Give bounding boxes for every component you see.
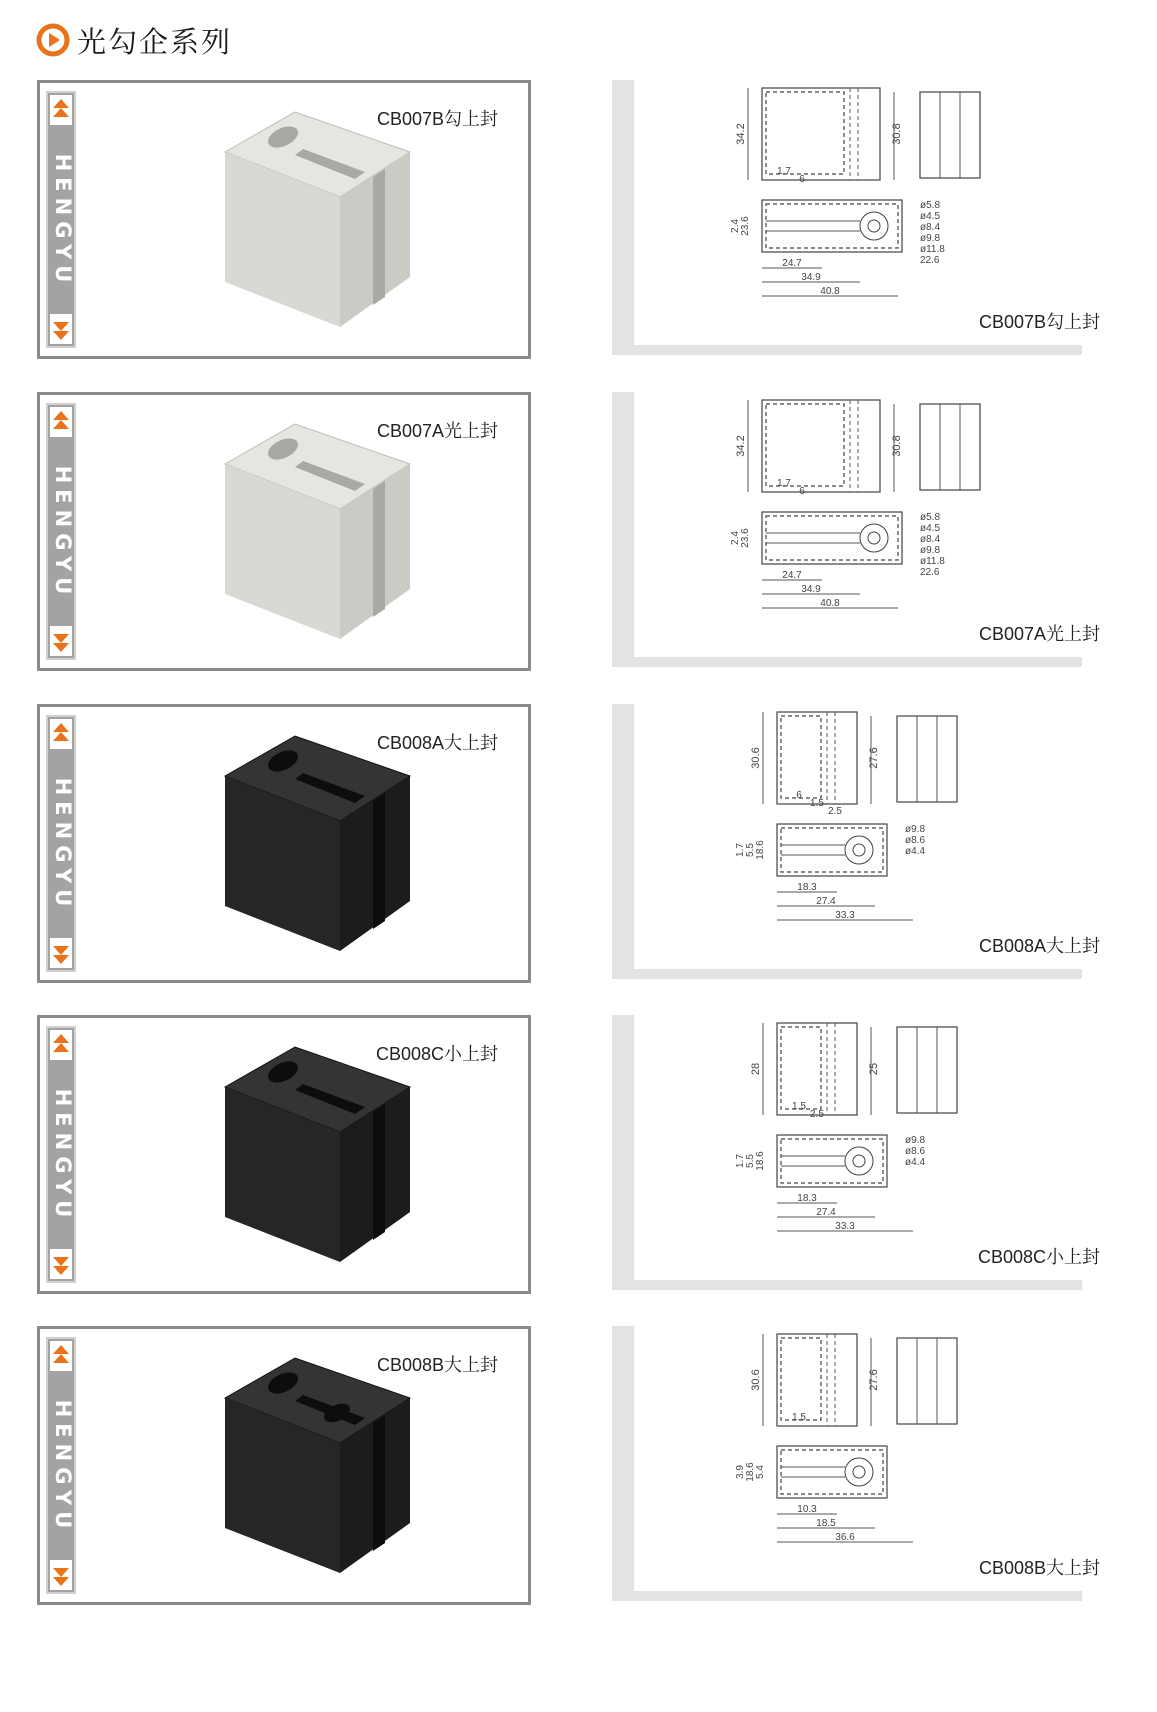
top-view-hole (845, 836, 873, 864)
product-photo-label: CB008A大上封 (376, 733, 498, 753)
dimension-label: 22.6 (920, 567, 940, 578)
side-view-hidden (766, 404, 844, 486)
technical-drawing (735, 1023, 957, 1232)
top-view-hidden (781, 1139, 883, 1183)
top-view-hidden (781, 1450, 883, 1494)
dimension-label: ø4.5 (920, 523, 941, 534)
end-view-outline (920, 404, 980, 490)
dimension-label: 30.6 (750, 1369, 762, 1391)
product-row (0, 1326, 1157, 1609)
dimension-label: ø9.8 (920, 233, 941, 244)
top-view-hidden (766, 204, 898, 248)
top-view-outline (777, 824, 887, 876)
dimension-label: 30.8 (891, 435, 903, 457)
dimension-label: 33.3 (835, 910, 855, 921)
end-view-outline (897, 716, 957, 802)
block-slot (373, 481, 385, 617)
brand-strip (46, 1026, 76, 1283)
technical-drawing-panel (612, 704, 1148, 987)
dimension-label: 18.6 (755, 840, 766, 860)
dimension-label: ø11.8 (920, 244, 945, 255)
product-row (0, 1015, 1157, 1298)
brand-name: HENGYU (51, 1399, 75, 1535)
product-row (0, 704, 1157, 987)
side-view-hidden (781, 716, 821, 798)
dimension-label: 1.5 (810, 798, 824, 809)
product-block (225, 1358, 410, 1573)
product-photo-label: CB008B大上封 (376, 1355, 498, 1375)
brand-strip (46, 91, 76, 348)
side-view-outline (777, 1334, 857, 1426)
brand-name: HENGYU (51, 1088, 75, 1224)
brand-name: HENGYU (51, 153, 75, 289)
drawing-label: CB008A大上封 (978, 936, 1100, 956)
end-view-outline (897, 1027, 957, 1113)
dimension-label: 40.8 (820, 598, 840, 609)
dimension-label: 27.6 (868, 1369, 880, 1391)
top-view-outline (777, 1446, 887, 1498)
dimension-label: ø8.4 (920, 534, 941, 545)
dimension-label: ø4.5 (920, 211, 941, 222)
top-view-hole (868, 532, 880, 544)
dimension-label: 27.4 (816, 1207, 836, 1218)
dimension-label: 27.6 (868, 747, 880, 769)
brand-strip (46, 403, 76, 660)
top-view-hole (845, 1458, 873, 1486)
dimension-label: 34.9 (801, 272, 821, 283)
top-view-hole (868, 220, 880, 232)
side-view-hidden (781, 1338, 821, 1420)
top-view-hole (845, 1147, 873, 1175)
dimension-label: 6 (799, 174, 805, 185)
dimension-label: 25 (868, 1062, 880, 1076)
dimension-label: ø4.4 (905, 1157, 926, 1168)
product-photo-frame (37, 392, 531, 671)
product-photo (170, 1343, 470, 1583)
top-view-outline (762, 512, 902, 564)
dimension-label: 5.4 (755, 1465, 766, 1479)
dimension-label: 18.3 (797, 1193, 817, 1204)
dimension-label: ø8.6 (905, 1146, 926, 1157)
dimension-label: 3.9 (735, 1465, 746, 1479)
top-view-hole (853, 844, 865, 856)
product-photo (170, 409, 470, 649)
drawing-label: CB007B勾上封 (978, 312, 1100, 332)
dimension-label: 22.6 (920, 255, 940, 266)
dimension-label: 23.6 (740, 216, 751, 236)
product-photo-frame (37, 1015, 531, 1294)
dimension-label: 36.6 (835, 1532, 855, 1543)
block-slot (373, 793, 385, 929)
top-view-hidden (781, 828, 883, 872)
top-view-hole (853, 1466, 865, 1478)
dimension-label: ø8.6 (905, 835, 926, 846)
product-photo-frame (37, 80, 531, 359)
brand-strip (46, 715, 76, 972)
side-view-outline (777, 712, 857, 804)
product-block (225, 1047, 410, 1262)
drawing-label: CB008C小上封 (977, 1247, 1100, 1267)
dimension-label: ø9.8 (920, 545, 941, 556)
dimension-label: ø11.8 (920, 556, 945, 567)
dimension-label: 23.6 (740, 528, 751, 548)
dimension-label: 1.5 (792, 1101, 806, 1112)
block-slot (373, 1104, 385, 1240)
dimension-label: 34.2 (735, 435, 747, 457)
dimension-label: 1.7 (777, 478, 791, 489)
dimension-label: 18.6 (755, 1151, 766, 1171)
side-view-hidden (766, 92, 844, 174)
product-photo-label: CB007A光上封 (376, 421, 498, 441)
dimension-label: 34.9 (801, 584, 821, 595)
top-view-outline (777, 1135, 887, 1187)
product-photo-label: CB007B勾上封 (376, 109, 498, 129)
brand-name: HENGYU (51, 777, 75, 913)
technical-drawing (730, 88, 980, 297)
dimension-label: 24.7 (782, 258, 802, 269)
dimension-label: 6 (799, 486, 805, 497)
product-row (0, 392, 1157, 675)
dimension-label: ø5.8 (920, 512, 941, 523)
dimension-label: ø5.8 (920, 200, 941, 211)
dimension-label: 30.6 (750, 747, 762, 769)
dimension-label: 2.4 (730, 531, 741, 545)
dimension-label: 24.7 (782, 570, 802, 581)
dimension-label: 34.2 (735, 123, 747, 145)
top-view-outline (762, 200, 902, 252)
play-circle-icon (36, 23, 70, 57)
dimension-label: 28 (750, 1062, 762, 1076)
product-photo-label: CB008C小上封 (375, 1044, 498, 1064)
product-photo (170, 721, 470, 961)
technical-drawing (730, 400, 980, 609)
dimension-label: ø4.4 (905, 846, 926, 857)
block-slot (373, 1415, 385, 1551)
top-view-hole (853, 1155, 865, 1167)
dimension-label: 2.5 (828, 806, 842, 817)
dimension-label: 18.6 (745, 1462, 756, 1482)
page-title: 光勾企系列 (77, 24, 233, 59)
dimension-label: 1.5 (792, 1412, 806, 1423)
dimension-label: 40.8 (820, 286, 840, 297)
top-view-hidden (766, 516, 898, 560)
dimension-label: 1.7 (735, 1154, 746, 1168)
technical-drawing-panel (612, 392, 1148, 675)
product-photo (170, 97, 470, 337)
dimension-label: 1.7 (735, 843, 746, 857)
dimension-label: ø9.8 (905, 1135, 926, 1146)
dimension-label: 6 (796, 790, 802, 801)
product-photo-frame (37, 1326, 531, 1605)
side-view-hidden (781, 1027, 821, 1109)
brand-name: HENGYU (51, 465, 75, 601)
dimension-label: ø8.4 (920, 222, 941, 233)
technical-drawing-panel (612, 1015, 1148, 1298)
dimension-label: 2.5 (810, 1109, 824, 1120)
dimension-label: 2.4 (730, 219, 741, 233)
dimension-label: 18.3 (797, 882, 817, 893)
dimension-label: 33.3 (835, 1221, 855, 1232)
product-photo (170, 1032, 470, 1272)
dimension-label: 18.5 (816, 1518, 836, 1529)
block-slot (373, 169, 385, 305)
drawing-label: CB008B大上封 (978, 1558, 1100, 1578)
dimension-label: 5.5 (745, 843, 756, 857)
technical-drawing-panel (612, 80, 1148, 363)
product-block (225, 736, 410, 951)
dimension-label: ø9.8 (905, 824, 926, 835)
product-block (225, 424, 410, 639)
top-view-hole (860, 524, 888, 552)
end-view-outline (897, 1338, 957, 1424)
dimension-label: 5.5 (745, 1154, 756, 1168)
dimension-label: 10.3 (797, 1504, 817, 1515)
dimension-label: 27.4 (816, 896, 836, 907)
technical-drawing (735, 1334, 957, 1543)
product-row (0, 80, 1157, 363)
product-block (225, 112, 410, 327)
top-view-hole (860, 212, 888, 240)
technical-drawing (735, 712, 957, 921)
dimension-label: 1.7 (777, 166, 791, 177)
brand-strip (46, 1337, 76, 1594)
page-header (36, 20, 232, 60)
dimension-label: 30.8 (891, 123, 903, 145)
drawing-label: CB007A光上封 (978, 624, 1100, 644)
technical-drawing-panel (612, 1326, 1148, 1609)
product-photo-frame (37, 704, 531, 983)
end-view-outline (920, 92, 980, 178)
side-view-outline (777, 1023, 857, 1115)
